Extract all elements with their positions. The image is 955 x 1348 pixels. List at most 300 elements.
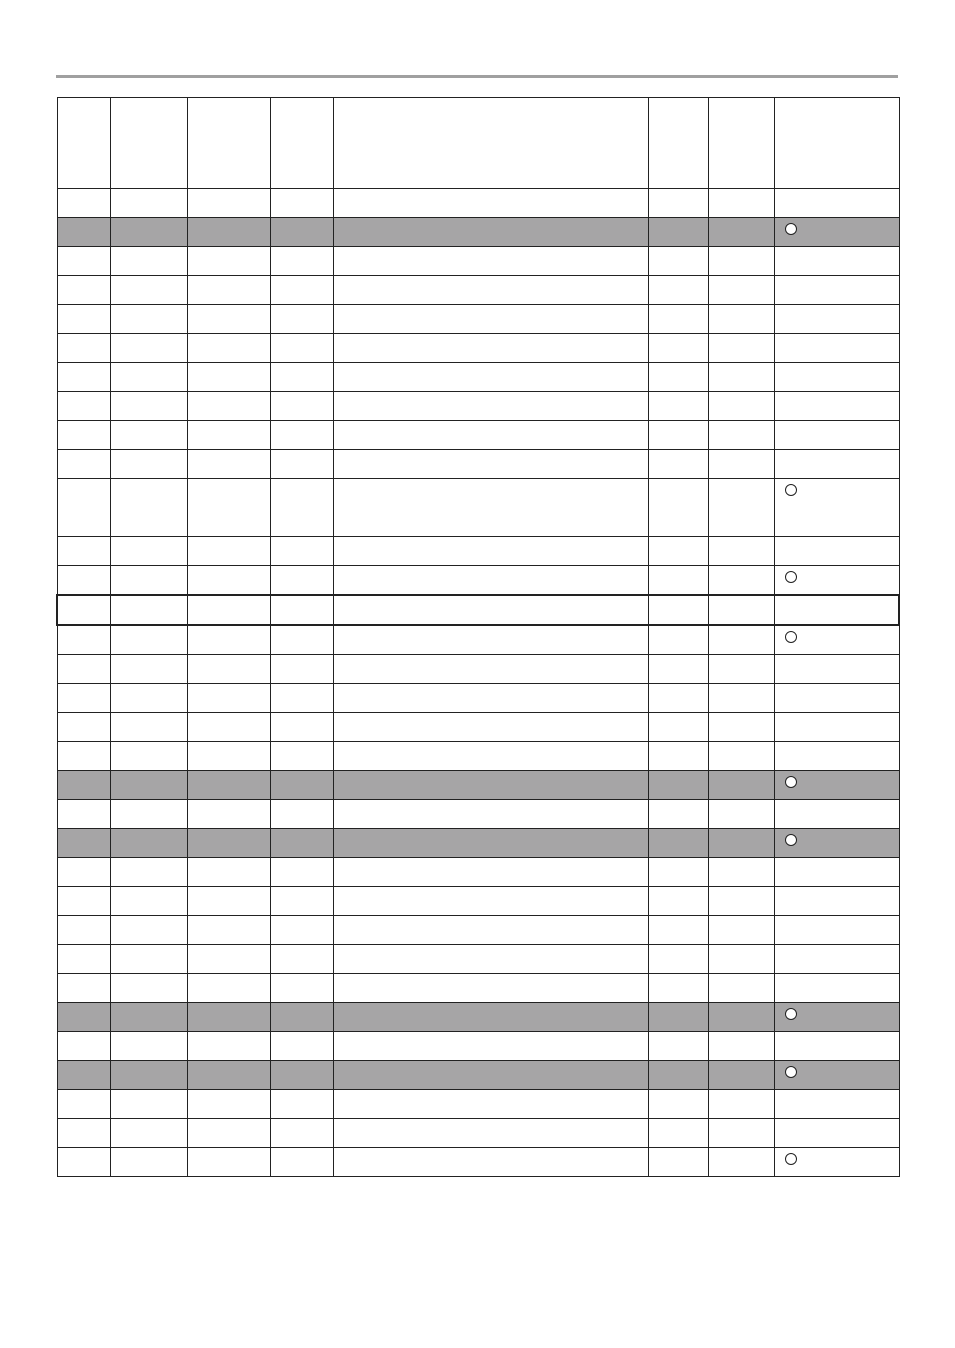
table-cell (110, 392, 187, 421)
table-cell (648, 625, 708, 655)
table-cell (774, 655, 899, 684)
table-cell (270, 1119, 333, 1148)
table-cell (187, 276, 270, 305)
table-cell (270, 334, 333, 363)
table-cell (708, 1148, 774, 1177)
table-cell (648, 713, 708, 742)
table-cell (648, 887, 708, 916)
circle-mark-icon (785, 1153, 797, 1165)
table-cell (57, 829, 110, 858)
table-cell (333, 800, 648, 829)
table-cell (270, 916, 333, 945)
table-cell (774, 334, 899, 363)
table-cell (187, 800, 270, 829)
table-cell (187, 655, 270, 684)
table-cell (774, 363, 899, 392)
table-cell (110, 1119, 187, 1148)
table-cell (110, 363, 187, 392)
table-cell (187, 479, 270, 537)
table-cell (57, 218, 110, 247)
table-cell (187, 1032, 270, 1061)
table-cell (110, 305, 187, 334)
table-cell (774, 771, 899, 800)
table-cell (648, 392, 708, 421)
table-cell (110, 1003, 187, 1032)
table-cell (57, 713, 110, 742)
table-cell (57, 566, 110, 596)
table-cell (110, 1148, 187, 1177)
table-cell (57, 305, 110, 334)
circle-mark-icon (785, 776, 797, 788)
table-cell (187, 1061, 270, 1090)
table-cell (57, 595, 110, 625)
table-cell (333, 363, 648, 392)
table-cell (648, 479, 708, 537)
table-cell (187, 829, 270, 858)
table-cell (270, 858, 333, 887)
table-cell (110, 858, 187, 887)
table-row (57, 566, 899, 596)
table-row (57, 1032, 899, 1061)
table-cell (187, 537, 270, 566)
table-row (57, 829, 899, 858)
table-cell (110, 655, 187, 684)
table-cell (648, 218, 708, 247)
table-cell (774, 800, 899, 829)
table-cell (270, 595, 333, 625)
table-cell (708, 916, 774, 945)
table-cell (110, 479, 187, 537)
table-cell (333, 595, 648, 625)
table-cell (187, 392, 270, 421)
table-cell (708, 625, 774, 655)
table-cell (57, 189, 110, 218)
table-cell (774, 1003, 899, 1032)
table-cell (333, 1148, 648, 1177)
table-cell (774, 945, 899, 974)
table-cell (333, 655, 648, 684)
table-cell (648, 334, 708, 363)
table-cell (333, 1032, 648, 1061)
table-cell (774, 566, 899, 596)
circle-mark-icon (785, 834, 797, 846)
table-cell (333, 887, 648, 916)
table-cell (333, 1061, 648, 1090)
table-cell (648, 974, 708, 1003)
table-cell (110, 684, 187, 713)
table-cell (648, 655, 708, 684)
table-cell (774, 684, 899, 713)
table-cell (333, 247, 648, 276)
table-cell (774, 625, 899, 655)
table-cell (57, 858, 110, 887)
table-cell (333, 421, 648, 450)
table-cell (57, 916, 110, 945)
table-cell (110, 1032, 187, 1061)
table-row (57, 974, 899, 1003)
table-cell (708, 742, 774, 771)
table-cell (333, 276, 648, 305)
table-cell (187, 858, 270, 887)
table-cell (648, 247, 708, 276)
table-cell (648, 858, 708, 887)
table-cell (110, 595, 187, 625)
table-cell (708, 1061, 774, 1090)
table-cell (57, 742, 110, 771)
table-cell (57, 887, 110, 916)
table-row (57, 713, 899, 742)
table-cell (57, 655, 110, 684)
table-cell (774, 916, 899, 945)
table-cell (187, 189, 270, 218)
table-cell (270, 276, 333, 305)
table-cell (774, 887, 899, 916)
table-row (57, 421, 899, 450)
table-cell (57, 625, 110, 655)
table-cell (708, 218, 774, 247)
table-row (57, 479, 899, 537)
table-cell (333, 1119, 648, 1148)
table-cell (270, 684, 333, 713)
table-row (57, 625, 899, 655)
table-cell (270, 1003, 333, 1032)
table-cell (110, 625, 187, 655)
table-cell (708, 392, 774, 421)
table-cell (648, 742, 708, 771)
table-cell (187, 742, 270, 771)
table-row (57, 363, 899, 392)
table-cell (774, 421, 899, 450)
table-cell (187, 1003, 270, 1032)
table-cell (270, 887, 333, 916)
table-cell (774, 189, 899, 218)
table-cell (333, 334, 648, 363)
table-cell (270, 800, 333, 829)
table-cell (708, 305, 774, 334)
table-cell (270, 305, 333, 334)
table-cell (57, 363, 110, 392)
table-cell (57, 945, 110, 974)
table-cell (110, 945, 187, 974)
table-cell (270, 771, 333, 800)
table-cell (648, 276, 708, 305)
table-cell (708, 595, 774, 625)
table-cell (57, 1061, 110, 1090)
table-cell (333, 742, 648, 771)
table-cell (333, 305, 648, 334)
table-cell (774, 450, 899, 479)
table-row (57, 887, 899, 916)
table-row (57, 218, 899, 247)
circle-mark-icon (785, 223, 797, 235)
table-cell (648, 684, 708, 713)
table-cell (57, 479, 110, 537)
table-cell (648, 800, 708, 829)
table-cell (270, 1090, 333, 1119)
table-cell (270, 421, 333, 450)
table-cell (774, 305, 899, 334)
table-row (57, 1090, 899, 1119)
table-cell (333, 858, 648, 887)
table-cell (187, 450, 270, 479)
table-cell (333, 713, 648, 742)
table-cell (333, 566, 648, 596)
table-cell (708, 537, 774, 566)
table-cell (333, 479, 648, 537)
table-cell (708, 1032, 774, 1061)
table-cell (648, 595, 708, 625)
table-row (57, 945, 899, 974)
table-cell (110, 421, 187, 450)
table-cell (110, 566, 187, 596)
table-row (57, 800, 899, 829)
table-cell (57, 247, 110, 276)
table-cell (774, 595, 899, 625)
table-cell (774, 247, 899, 276)
table-row (57, 916, 899, 945)
table-cell (270, 218, 333, 247)
table-cell (57, 800, 110, 829)
table-cell (187, 363, 270, 392)
table-row (57, 537, 899, 566)
table-cell (110, 450, 187, 479)
table-cell (187, 1090, 270, 1119)
table-cell (774, 858, 899, 887)
table-row (57, 392, 899, 421)
table-cell (648, 945, 708, 974)
table-cell (57, 771, 110, 800)
table-cell (708, 450, 774, 479)
header-cell (774, 98, 899, 189)
table-cell (708, 858, 774, 887)
table-cell (708, 655, 774, 684)
table-cell (270, 247, 333, 276)
table-cell (110, 771, 187, 800)
table-cell (333, 945, 648, 974)
table-cell (270, 625, 333, 655)
table-cell (187, 945, 270, 974)
table-cell (187, 595, 270, 625)
table-cell (110, 1061, 187, 1090)
table-cell (708, 713, 774, 742)
table-cell (648, 305, 708, 334)
table-cell (774, 1148, 899, 1177)
top-rule (56, 75, 898, 78)
table-cell (648, 363, 708, 392)
table-cell (708, 945, 774, 974)
table-cell (187, 974, 270, 1003)
table-cell (57, 1090, 110, 1119)
table-cell (270, 363, 333, 392)
table-cell (187, 684, 270, 713)
table-cell (708, 189, 774, 218)
header-cell (648, 98, 708, 189)
table-cell (648, 450, 708, 479)
header-cell (708, 98, 774, 189)
table-cell (110, 334, 187, 363)
table-cell (187, 713, 270, 742)
table-cell (270, 566, 333, 596)
table-cell (648, 537, 708, 566)
table-row (57, 334, 899, 363)
table-cell (270, 189, 333, 218)
table-cell (333, 392, 648, 421)
circle-mark-icon (785, 571, 797, 583)
table-cell (333, 1003, 648, 1032)
table-cell (110, 916, 187, 945)
table-cell (57, 392, 110, 421)
table-cell (648, 771, 708, 800)
header-cell (110, 98, 187, 189)
table-cell (648, 566, 708, 596)
table-cell (110, 276, 187, 305)
table-cell (333, 625, 648, 655)
table-cell (57, 1119, 110, 1148)
table-cell (57, 684, 110, 713)
table-row (57, 1061, 899, 1090)
table-cell (333, 189, 648, 218)
table-cell (333, 450, 648, 479)
table-cell (774, 1090, 899, 1119)
table-cell (270, 537, 333, 566)
table-cell (774, 742, 899, 771)
table-cell (708, 247, 774, 276)
table-cell (648, 1148, 708, 1177)
header-cell (187, 98, 270, 189)
table-row (57, 595, 899, 625)
table-row (57, 1148, 899, 1177)
table-cell (333, 829, 648, 858)
table-cell (110, 189, 187, 218)
table-cell (774, 713, 899, 742)
table-cell (708, 1003, 774, 1032)
table-cell (648, 421, 708, 450)
table-cell (648, 1032, 708, 1061)
header-cell (57, 98, 110, 189)
table-row (57, 858, 899, 887)
table-cell (110, 887, 187, 916)
table-cell (110, 713, 187, 742)
table-cell (110, 974, 187, 1003)
table-cell (333, 771, 648, 800)
table-cell (774, 974, 899, 1003)
header-cell (270, 98, 333, 189)
table-cell (708, 771, 774, 800)
table-cell (270, 392, 333, 421)
table-cell (187, 334, 270, 363)
table-cell (270, 974, 333, 1003)
table-cell (187, 1119, 270, 1148)
table-cell (708, 974, 774, 1003)
table-cell (774, 479, 899, 537)
circle-mark-icon (785, 1066, 797, 1078)
table-row (57, 247, 899, 276)
table-cell (57, 1032, 110, 1061)
table-row (57, 1003, 899, 1032)
table-cell (774, 1119, 899, 1148)
table-cell (270, 945, 333, 974)
table-cell (57, 1148, 110, 1177)
table-cell (187, 625, 270, 655)
table-cell (708, 1119, 774, 1148)
data-table (56, 97, 900, 1177)
table-cell (57, 537, 110, 566)
table-row (57, 189, 899, 218)
table-cell (187, 218, 270, 247)
table-cell (187, 421, 270, 450)
table-cell (187, 887, 270, 916)
table-row (57, 276, 899, 305)
table-cell (648, 1061, 708, 1090)
table-cell (187, 771, 270, 800)
table-row (57, 305, 899, 334)
table-cell (774, 829, 899, 858)
table-cell (648, 189, 708, 218)
table-cell (187, 916, 270, 945)
table-cell (708, 1090, 774, 1119)
circle-mark-icon (785, 1008, 797, 1020)
table-cell (708, 800, 774, 829)
table-cell (333, 974, 648, 1003)
table-cell (648, 1090, 708, 1119)
table-cell (57, 974, 110, 1003)
table-cell (708, 334, 774, 363)
table-cell (333, 537, 648, 566)
circle-mark-icon (785, 484, 797, 496)
table-cell (648, 1003, 708, 1032)
table-cell (708, 887, 774, 916)
table-cell (648, 916, 708, 945)
table-cell (333, 1090, 648, 1119)
table-cell (270, 1148, 333, 1177)
table-cell (774, 276, 899, 305)
table-cell (774, 218, 899, 247)
table-row (57, 771, 899, 800)
table-cell (333, 684, 648, 713)
table-cell (187, 305, 270, 334)
table-cell (333, 916, 648, 945)
table-cell (708, 566, 774, 596)
table-cell (110, 218, 187, 247)
table-cell (270, 450, 333, 479)
table-cell (774, 1032, 899, 1061)
table-cell (187, 247, 270, 276)
table-cell (270, 713, 333, 742)
table-row (57, 655, 899, 684)
table-cell (57, 421, 110, 450)
table-cell (774, 537, 899, 566)
table-body (57, 98, 899, 1177)
table-cell (333, 218, 648, 247)
table-cell (708, 829, 774, 858)
table-cell (57, 1003, 110, 1032)
table-cell (57, 276, 110, 305)
table-cell (708, 684, 774, 713)
table-row (57, 742, 899, 771)
table-cell (110, 247, 187, 276)
table-cell (648, 1119, 708, 1148)
table-cell (774, 392, 899, 421)
table-cell (774, 1061, 899, 1090)
table-cell (270, 742, 333, 771)
table-cell (187, 1148, 270, 1177)
table-header-row (57, 98, 899, 189)
table-cell (708, 479, 774, 537)
table-cell (708, 363, 774, 392)
table-cell (57, 334, 110, 363)
table-row (57, 1119, 899, 1148)
table-cell (110, 829, 187, 858)
